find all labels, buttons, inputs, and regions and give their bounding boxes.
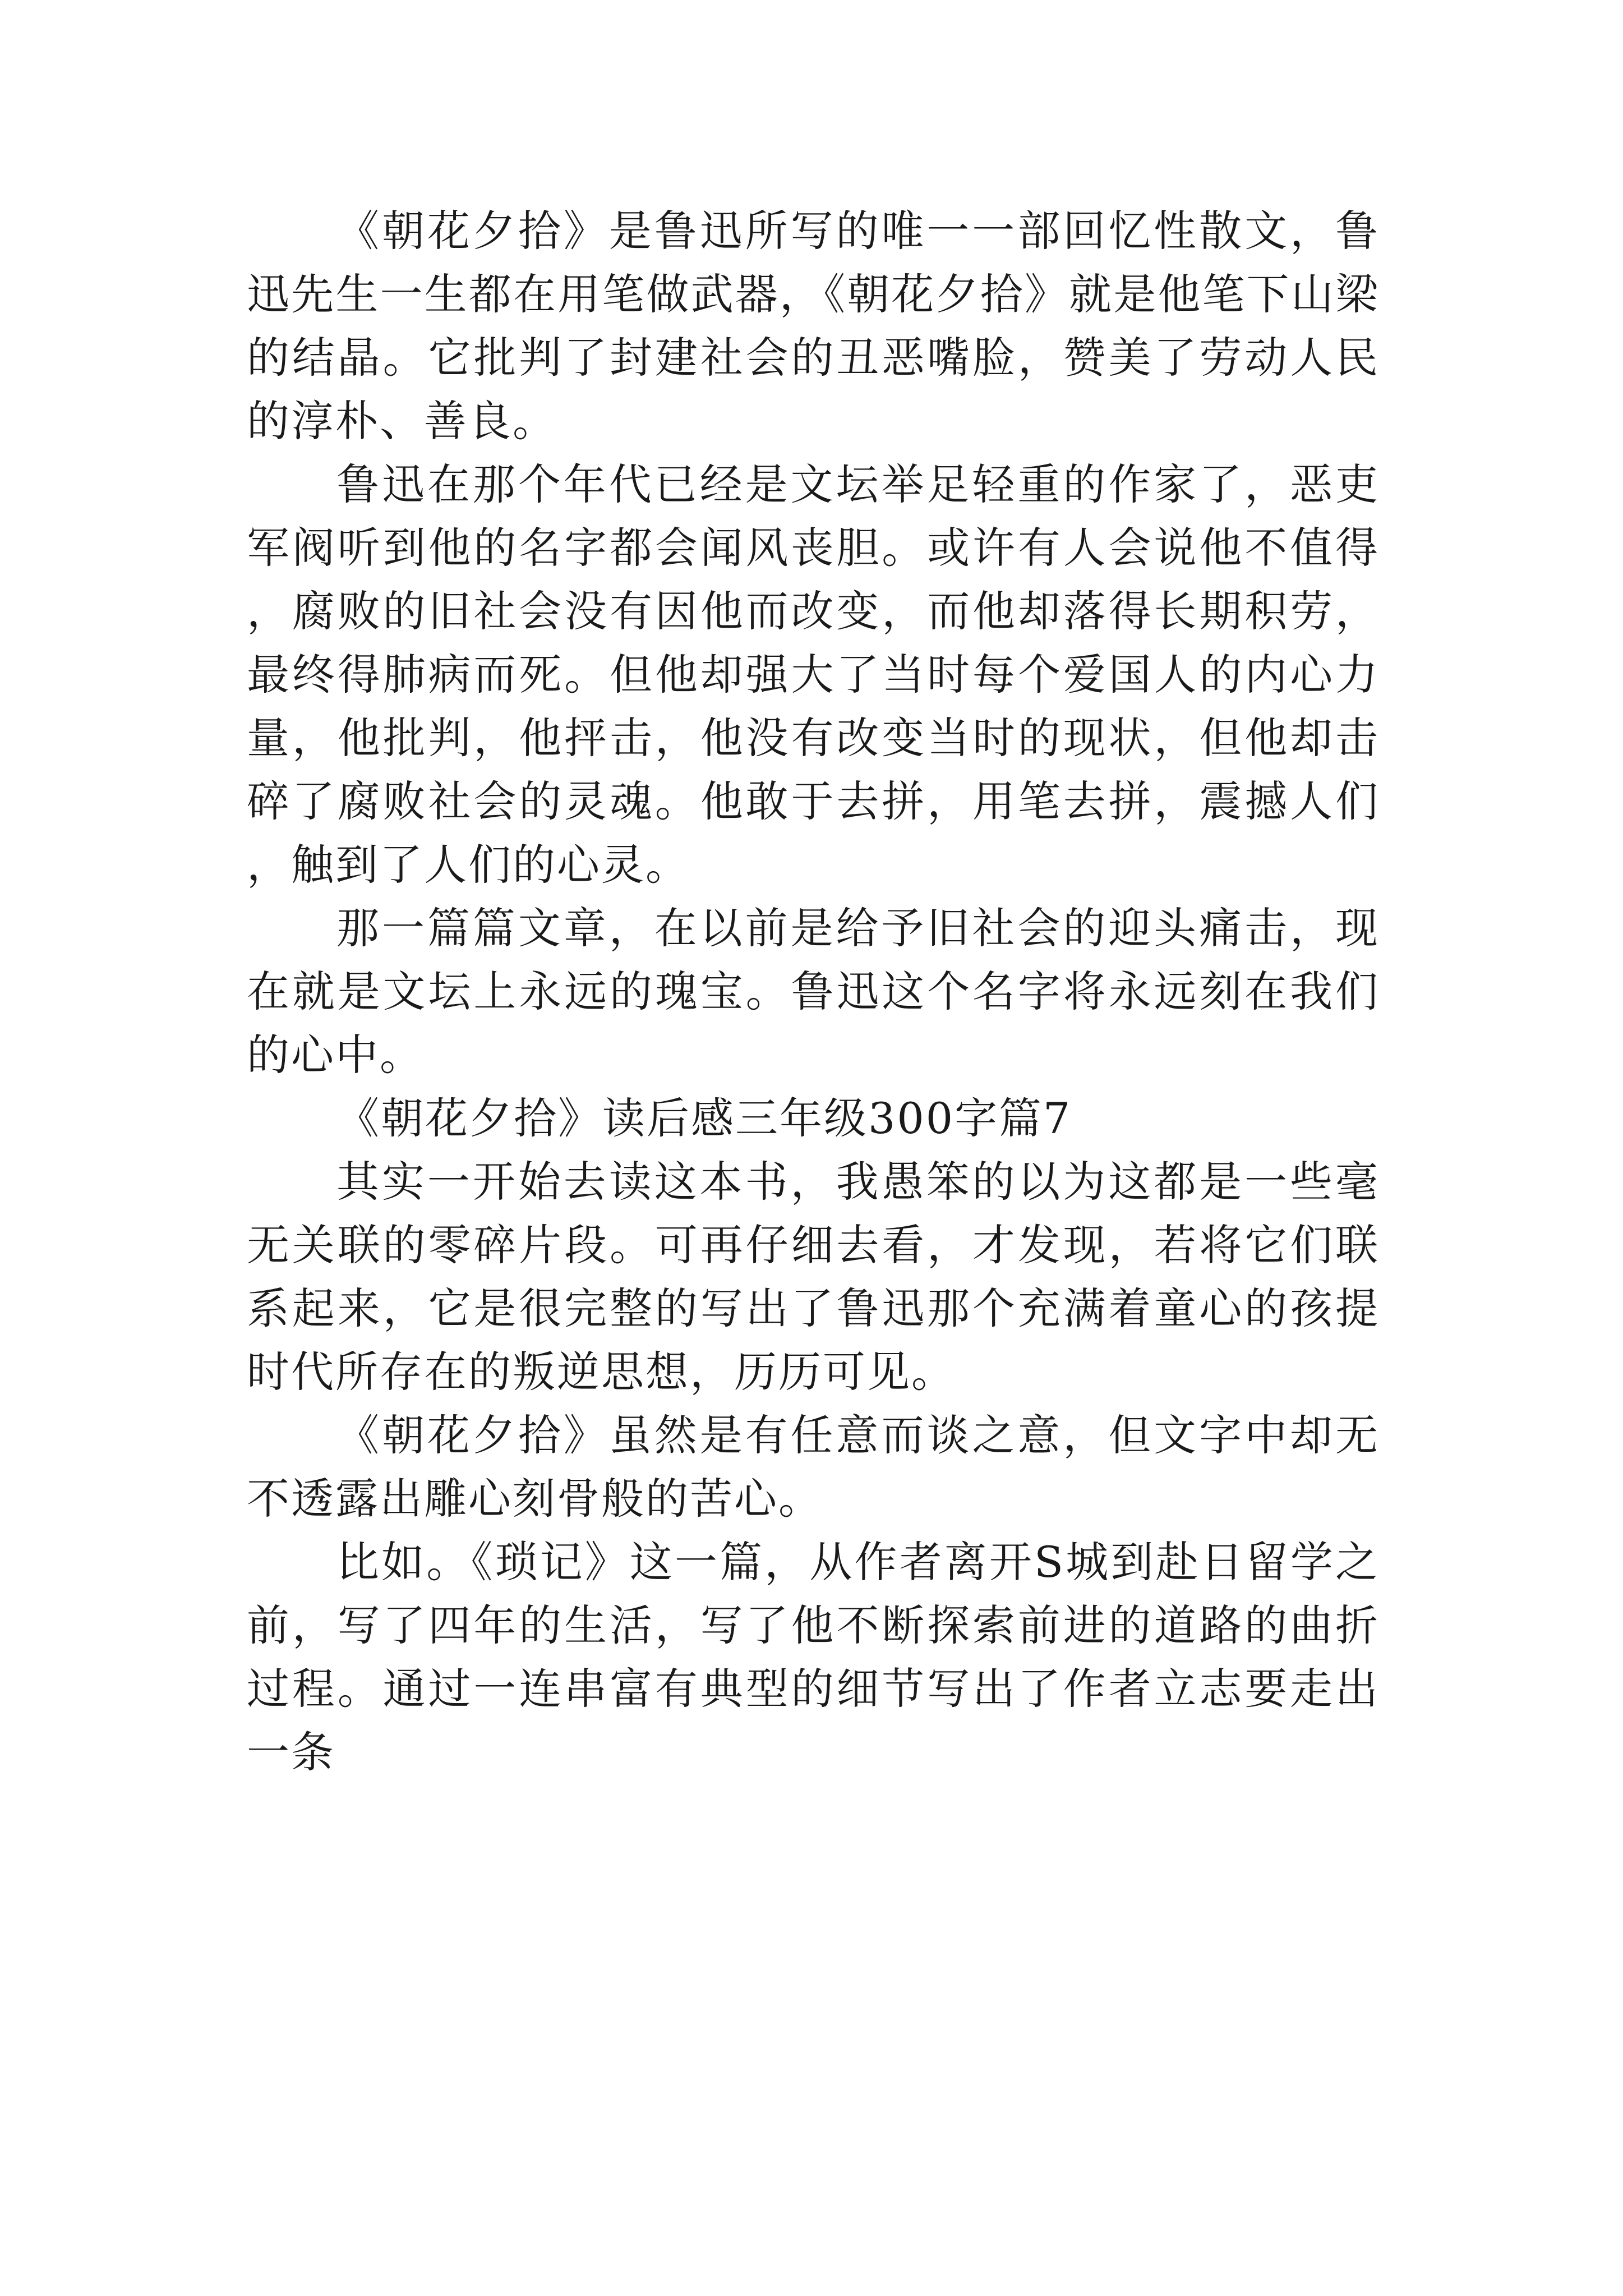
document-body xyxy=(247,199,1380,1784)
paragraph-5: 《朝花夕拾》虽然是有任意而谈之意，但文字中却无不透露出雕心刻骨般的苦心。 xyxy=(247,1410,1380,1524)
paragraph-4: 其实一开始去读这本书，我愚笨的以为这都是一些毫无关联的零碎片段。可再仔细去看，才发现，若将它们联系起来，它是很完整的写出了鲁迅那个充满着童心的孩提时代所存在的叛逆思想，历历可见。 xyxy=(247,1157,1380,1397)
paragraph-6: 比如。《琐记》这一篇，从作者离开S城到赴日留学之前，写了四年的生活，写了他不断探索前进的道路的曲折过程。通过一连串富有典型的细节写出了作者立志要走出一条 xyxy=(247,1537,1380,1777)
paragraph-2: 鲁迅在那个年代已经是文坛举足轻重的作家了，恶吏军阀听到他的名字都会闻风丧胆。或许有人会说他不值得，腐败的旧社会没有因他而改变，而他却落得长期积劳，最终得肺病而死。但他却强大了当时每个爱国人的内心力量，他批判，他抨击，他没有改变当时的现状，但他却击碎了腐败社会的灵魂。他敢于去拼，用笔去拼，震撼人们，触到了人们的心灵。 xyxy=(247,459,1380,890)
paragraph-1: 《朝花夕拾》是鲁迅所写的唯一一部回忆性散文，鲁迅先生一生都在用笔做武器，《朝花夕拾》就是他笔下山梁的结晶。它批判了封建社会的丑恶嘴脸，赞美了劳动人民的淳朴、善良。 xyxy=(247,206,1380,446)
section-heading: 《朝花夕拾》读后感三年级300字篇7 xyxy=(336,1093,1072,1143)
paragraph-3: 那一篇篇文章，在以前是给予旧社会的迎头痛击，现在就是文坛上永远的瑰宝。鲁迅这个名字将永远刻在我们的心中。 xyxy=(247,903,1380,1080)
